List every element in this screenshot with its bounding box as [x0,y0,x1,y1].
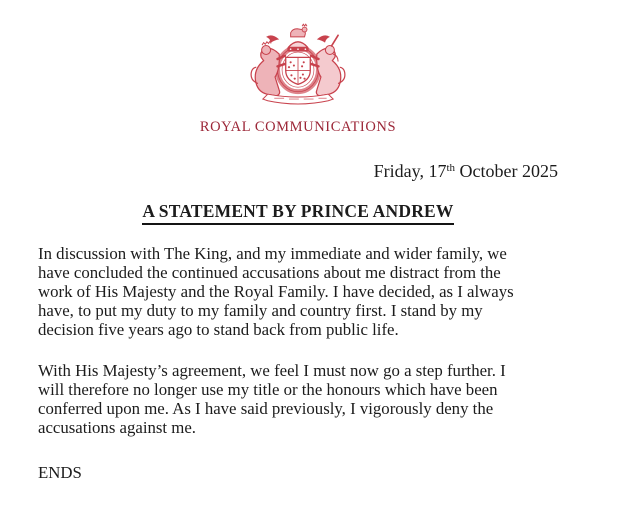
statement-paragraph [38,361,558,437]
crest-container [38,23,558,113]
document-column [38,0,558,482]
paragraph-line: have concluded the continued accusations about me distract from the [38,263,501,282]
ends-marker: ENDS [38,463,82,482]
paragraph-line: In discussion with The King, and my immediate and wider family, we [38,244,507,263]
paragraph-line: conferred upon me. As I have said previously, I vigorously deny the [38,399,494,418]
statement-title-text: A STATEMENT BY PRINCE ANDREW [142,200,453,225]
date-prefix: Friday, 17 [373,161,447,181]
statement-paragraph [38,244,558,339]
date-line [38,160,558,182]
royal-coat-of-arms-icon [236,23,360,113]
paragraph-line: have, to put my duty to my family and country first. I stand by my [38,301,483,320]
org-name: ROYAL COMMUNICATIONS [199,119,397,135]
paragraph-line: accusations against me. [38,418,196,437]
statement-title [38,200,558,225]
paragraph-line: work of His Majesty and the Royal Family. I have decided, as I always [38,282,514,301]
date-suffix: October 2025 [455,161,558,181]
paragraph-line: decision five years ago to stand back from public life. [38,320,399,339]
date-ordinal: th [446,162,456,174]
paragraph-line: With His Majesty’s agreement, we feel I must now go a step further. I [38,361,506,380]
paragraph-line: will therefore no longer use my title or the honours which have been [38,380,498,399]
